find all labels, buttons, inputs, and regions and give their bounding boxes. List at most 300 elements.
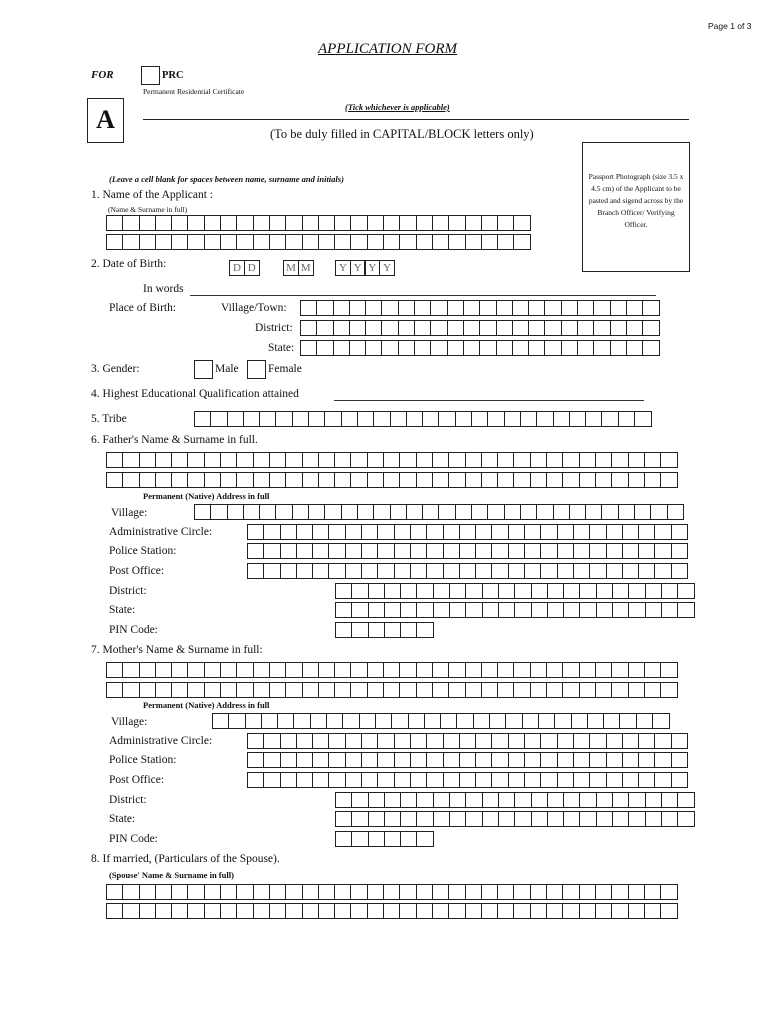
character-cell[interactable] (622, 733, 640, 749)
character-cell[interactable] (236, 884, 254, 900)
character-cell[interactable] (302, 903, 320, 919)
character-cell[interactable] (654, 772, 672, 788)
character-cell[interactable] (622, 772, 640, 788)
character-cell[interactable] (447, 320, 465, 336)
character-cell[interactable] (328, 733, 346, 749)
character-cell[interactable] (530, 472, 548, 488)
character-cell[interactable] (432, 682, 450, 698)
character-cell[interactable] (524, 772, 542, 788)
character-cell[interactable] (540, 733, 558, 749)
character-cell[interactable] (312, 733, 330, 749)
character-cell[interactable] (384, 831, 402, 847)
character-cell[interactable] (579, 472, 597, 488)
character-cell[interactable] (557, 524, 575, 540)
character-cell[interactable] (557, 752, 575, 768)
character-cell[interactable] (634, 411, 652, 427)
character-cell[interactable] (628, 452, 646, 468)
dob-year-1[interactable]: Y (335, 260, 351, 276)
character-cell[interactable] (122, 215, 140, 231)
character-cell[interactable] (236, 452, 254, 468)
mother-post-office-cells[interactable] (247, 772, 687, 788)
character-cell[interactable] (187, 215, 205, 231)
character-cell[interactable] (677, 792, 695, 808)
character-cell[interactable] (433, 792, 451, 808)
character-cell[interactable] (350, 903, 368, 919)
character-cell[interactable] (383, 215, 401, 231)
character-cell[interactable] (106, 682, 124, 698)
character-cell[interactable] (561, 300, 579, 316)
character-cell[interactable] (513, 234, 531, 250)
character-cell[interactable] (579, 452, 597, 468)
character-cell[interactable] (677, 583, 695, 599)
character-cell[interactable] (394, 543, 412, 559)
character-cell[interactable] (524, 563, 542, 579)
character-cell[interactable] (350, 662, 368, 678)
character-cell[interactable] (610, 300, 628, 316)
character-cell[interactable] (204, 662, 222, 678)
character-cell[interactable] (524, 752, 542, 768)
character-cell[interactable] (263, 733, 281, 749)
character-cell[interactable] (547, 602, 565, 618)
character-cell[interactable] (530, 903, 548, 919)
character-cell[interactable] (139, 903, 157, 919)
character-cell[interactable] (587, 713, 605, 729)
character-cell[interactable] (654, 733, 672, 749)
character-cell[interactable] (561, 320, 579, 336)
character-cell[interactable] (247, 772, 265, 788)
character-cell[interactable] (350, 234, 368, 250)
character-cell[interactable] (563, 602, 581, 618)
character-cell[interactable] (447, 340, 465, 356)
character-cell[interactable] (296, 772, 314, 788)
character-cell[interactable] (514, 602, 532, 618)
dob-in-words-line[interactable] (190, 295, 656, 296)
character-cell[interactable] (482, 792, 500, 808)
character-cell[interactable] (302, 884, 320, 900)
character-cell[interactable] (345, 772, 363, 788)
character-cell[interactable] (296, 543, 314, 559)
character-cell[interactable] (497, 234, 515, 250)
character-cell[interactable] (342, 713, 360, 729)
character-cell[interactable] (269, 472, 287, 488)
character-cell[interactable] (373, 504, 391, 520)
character-cell[interactable] (390, 411, 408, 427)
character-cell[interactable] (536, 411, 554, 427)
character-cell[interactable] (595, 452, 613, 468)
character-cell[interactable] (481, 682, 499, 698)
character-cell[interactable] (422, 504, 440, 520)
character-cell[interactable] (351, 602, 369, 618)
character-cell[interactable] (596, 792, 614, 808)
character-cell[interactable] (562, 903, 580, 919)
character-cell[interactable] (601, 411, 619, 427)
character-cell[interactable] (585, 504, 603, 520)
character-cell[interactable] (512, 340, 530, 356)
character-cell[interactable] (335, 622, 353, 638)
character-cell[interactable] (628, 583, 646, 599)
character-cell[interactable] (563, 811, 581, 827)
character-cell[interactable] (318, 682, 336, 698)
character-cell[interactable] (544, 340, 562, 356)
character-cell[interactable] (562, 452, 580, 468)
character-cell[interactable] (520, 411, 538, 427)
character-cell[interactable] (596, 811, 614, 827)
character-cell[interactable] (394, 524, 412, 540)
character-cell[interactable] (438, 411, 456, 427)
character-cell[interactable] (408, 713, 426, 729)
character-cell[interactable] (512, 320, 530, 336)
character-cell[interactable] (269, 903, 287, 919)
character-cell[interactable] (487, 411, 505, 427)
character-cell[interactable] (139, 682, 157, 698)
character-cell[interactable] (459, 772, 477, 788)
character-cell[interactable] (491, 733, 509, 749)
character-cell[interactable] (438, 504, 456, 520)
character-cell[interactable] (296, 524, 314, 540)
character-cell[interactable] (622, 524, 640, 540)
character-cell[interactable] (253, 215, 271, 231)
father-name-row-2[interactable] (106, 472, 676, 488)
character-cell[interactable] (638, 524, 656, 540)
character-cell[interactable] (573, 543, 591, 559)
character-cell[interactable] (333, 300, 351, 316)
character-cell[interactable] (335, 831, 353, 847)
character-cell[interactable] (626, 340, 644, 356)
character-cell[interactable] (644, 682, 662, 698)
character-cell[interactable] (611, 682, 629, 698)
character-cell[interactable] (350, 215, 368, 231)
character-cell[interactable] (475, 772, 493, 788)
character-cell[interactable] (433, 602, 451, 618)
character-cell[interactable] (210, 411, 228, 427)
character-cell[interactable] (247, 752, 265, 768)
character-cell[interactable] (416, 215, 434, 231)
character-cell[interactable] (475, 524, 493, 540)
character-cell[interactable] (497, 682, 515, 698)
character-cell[interactable] (443, 733, 461, 749)
character-cell[interactable] (654, 752, 672, 768)
character-cell[interactable] (302, 234, 320, 250)
character-cell[interactable] (269, 662, 287, 678)
character-cell[interactable] (204, 682, 222, 698)
character-cell[interactable] (650, 504, 668, 520)
character-cell[interactable] (328, 524, 346, 540)
character-cell[interactable] (383, 472, 401, 488)
character-cell[interactable] (227, 411, 245, 427)
character-cell[interactable] (328, 543, 346, 559)
character-cell[interactable] (384, 602, 402, 618)
character-cell[interactable] (361, 524, 379, 540)
character-cell[interactable] (243, 504, 261, 520)
character-cell[interactable] (489, 713, 507, 729)
character-cell[interactable] (263, 772, 281, 788)
character-cell[interactable] (497, 884, 515, 900)
character-cell[interactable] (540, 772, 558, 788)
character-cell[interactable] (375, 713, 393, 729)
character-cell[interactable] (479, 300, 497, 316)
character-cell[interactable] (122, 452, 140, 468)
character-cell[interactable] (513, 884, 531, 900)
character-cell[interactable] (463, 340, 481, 356)
character-cell[interactable] (475, 733, 493, 749)
character-cell[interactable] (481, 452, 499, 468)
character-cell[interactable] (253, 884, 271, 900)
character-cell[interactable] (459, 733, 477, 749)
character-cell[interactable] (642, 340, 660, 356)
character-cell[interactable] (400, 831, 418, 847)
character-cell[interactable] (628, 903, 646, 919)
character-cell[interactable] (449, 583, 467, 599)
character-cell[interactable] (491, 543, 509, 559)
character-cell[interactable] (285, 903, 303, 919)
character-cell[interactable] (351, 622, 369, 638)
character-cell[interactable] (612, 792, 630, 808)
character-cell[interactable] (400, 811, 418, 827)
character-cell[interactable] (351, 811, 369, 827)
character-cell[interactable] (528, 300, 546, 316)
character-cell[interactable] (432, 234, 450, 250)
character-cell[interactable] (589, 524, 607, 540)
character-cell[interactable] (606, 524, 624, 540)
character-cell[interactable] (377, 772, 395, 788)
character-cell[interactable] (538, 713, 556, 729)
character-cell[interactable] (504, 504, 522, 520)
character-cell[interactable] (443, 772, 461, 788)
character-cell[interactable] (410, 543, 428, 559)
character-cell[interactable] (654, 543, 672, 559)
character-cell[interactable] (269, 884, 287, 900)
dob-month-1[interactable]: M (283, 260, 299, 276)
character-cell[interactable] (644, 472, 662, 488)
character-cell[interactable] (562, 662, 580, 678)
character-cell[interactable] (459, 524, 477, 540)
character-cell[interactable] (367, 903, 385, 919)
character-cell[interactable] (416, 452, 434, 468)
character-cell[interactable] (471, 411, 489, 427)
character-cell[interactable] (368, 811, 386, 827)
applicant-name-row-1[interactable] (106, 215, 530, 231)
character-cell[interactable] (349, 340, 367, 356)
character-cell[interactable] (573, 772, 591, 788)
character-cell[interactable] (465, 472, 483, 488)
character-cell[interactable] (546, 884, 564, 900)
character-cell[interactable] (302, 662, 320, 678)
character-cell[interactable] (481, 215, 499, 231)
character-cell[interactable] (540, 752, 558, 768)
character-cell[interactable] (400, 622, 418, 638)
character-cell[interactable] (479, 320, 497, 336)
character-cell[interactable] (626, 300, 644, 316)
gender-male-checkbox[interactable] (194, 360, 213, 379)
character-cell[interactable] (391, 713, 409, 729)
character-cell[interactable] (390, 504, 408, 520)
character-cell[interactable] (433, 811, 451, 827)
character-cell[interactable] (324, 504, 342, 520)
character-cell[interactable] (312, 524, 330, 540)
character-cell[interactable] (595, 472, 613, 488)
character-cell[interactable] (459, 563, 477, 579)
character-cell[interactable] (365, 300, 383, 316)
character-cell[interactable] (410, 563, 428, 579)
character-cell[interactable] (410, 733, 428, 749)
character-cell[interactable] (171, 662, 189, 678)
character-cell[interactable] (579, 792, 597, 808)
character-cell[interactable] (318, 452, 336, 468)
character-cell[interactable] (220, 884, 238, 900)
character-cell[interactable] (482, 811, 500, 827)
character-cell[interactable] (349, 300, 367, 316)
character-cell[interactable] (253, 452, 271, 468)
character-cell[interactable] (247, 543, 265, 559)
character-cell[interactable] (628, 472, 646, 488)
character-cell[interactable] (430, 320, 448, 336)
character-cell[interactable] (384, 622, 402, 638)
character-cell[interactable] (416, 903, 434, 919)
character-cell[interactable] (399, 903, 417, 919)
character-cell[interactable] (432, 884, 450, 900)
character-cell[interactable] (414, 340, 432, 356)
character-cell[interactable] (512, 300, 530, 316)
character-cell[interactable] (496, 300, 514, 316)
character-cell[interactable] (416, 831, 434, 847)
character-cell[interactable] (579, 884, 597, 900)
character-cell[interactable] (638, 772, 656, 788)
character-cell[interactable] (563, 792, 581, 808)
character-cell[interactable] (498, 792, 516, 808)
character-cell[interactable] (524, 543, 542, 559)
character-cell[interactable] (416, 602, 434, 618)
character-cell[interactable] (611, 903, 629, 919)
character-cell[interactable] (671, 752, 689, 768)
character-cell[interactable] (394, 752, 412, 768)
character-cell[interactable] (341, 411, 359, 427)
character-cell[interactable] (644, 452, 662, 468)
character-cell[interactable] (671, 733, 689, 749)
character-cell[interactable] (416, 792, 434, 808)
mother-district-cells[interactable] (335, 792, 694, 808)
dob-year-3[interactable]: Y (364, 260, 380, 276)
character-cell[interactable] (524, 524, 542, 540)
character-cell[interactable] (302, 215, 320, 231)
character-cell[interactable] (430, 300, 448, 316)
character-cell[interactable] (547, 811, 565, 827)
character-cell[interactable] (626, 320, 644, 336)
character-cell[interactable] (465, 452, 483, 468)
character-cell[interactable] (513, 472, 531, 488)
character-cell[interactable] (122, 662, 140, 678)
character-cell[interactable] (171, 452, 189, 468)
character-cell[interactable] (531, 811, 549, 827)
character-cell[interactable] (611, 452, 629, 468)
character-cell[interactable] (573, 524, 591, 540)
character-cell[interactable] (367, 215, 385, 231)
character-cell[interactable] (227, 504, 245, 520)
character-cell[interactable] (300, 340, 318, 356)
character-cell[interactable] (513, 682, 531, 698)
character-cell[interactable] (479, 340, 497, 356)
character-cell[interactable] (667, 504, 685, 520)
character-cell[interactable] (540, 524, 558, 540)
character-cell[interactable] (652, 713, 670, 729)
character-cell[interactable] (426, 524, 444, 540)
character-cell[interactable] (345, 752, 363, 768)
character-cell[interactable] (612, 583, 630, 599)
character-cell[interactable] (300, 300, 318, 316)
character-cell[interactable] (481, 472, 499, 488)
character-cell[interactable] (606, 752, 624, 768)
character-cell[interactable] (557, 772, 575, 788)
character-cell[interactable] (416, 234, 434, 250)
character-cell[interactable] (660, 903, 678, 919)
character-cell[interactable] (318, 472, 336, 488)
character-cell[interactable] (638, 543, 656, 559)
character-cell[interactable] (546, 903, 564, 919)
character-cell[interactable] (368, 792, 386, 808)
character-cell[interactable] (384, 583, 402, 599)
spouse-name-row-2[interactable] (106, 903, 676, 919)
character-cell[interactable] (449, 792, 467, 808)
character-cell[interactable] (498, 602, 516, 618)
character-cell[interactable] (155, 215, 173, 231)
character-cell[interactable] (171, 682, 189, 698)
character-cell[interactable] (308, 411, 326, 427)
character-cell[interactable] (660, 884, 678, 900)
character-cell[interactable] (562, 472, 580, 488)
character-cell[interactable] (416, 662, 434, 678)
character-cell[interactable] (335, 811, 353, 827)
character-cell[interactable] (243, 411, 261, 427)
character-cell[interactable] (448, 215, 466, 231)
character-cell[interactable] (514, 811, 532, 827)
dob-day-2[interactable]: D (244, 260, 260, 276)
character-cell[interactable] (367, 662, 385, 678)
character-cell[interactable] (661, 583, 679, 599)
character-cell[interactable] (595, 903, 613, 919)
character-cell[interactable] (497, 215, 515, 231)
dob-year-2[interactable]: Y (350, 260, 366, 276)
character-cell[interactable] (448, 884, 466, 900)
character-cell[interactable] (465, 602, 483, 618)
character-cell[interactable] (459, 543, 477, 559)
character-cell[interactable] (296, 752, 314, 768)
character-cell[interactable] (106, 215, 124, 231)
character-cell[interactable] (448, 903, 466, 919)
character-cell[interactable] (596, 602, 614, 618)
character-cell[interactable] (465, 215, 483, 231)
character-cell[interactable] (381, 300, 399, 316)
character-cell[interactable] (473, 713, 491, 729)
character-cell[interactable] (341, 504, 359, 520)
character-cell[interactable] (475, 543, 493, 559)
character-cell[interactable] (139, 215, 157, 231)
character-cell[interactable] (410, 772, 428, 788)
character-cell[interactable] (654, 563, 672, 579)
character-cell[interactable] (398, 340, 416, 356)
character-cell[interactable] (377, 543, 395, 559)
character-cell[interactable] (261, 713, 279, 729)
character-cell[interactable] (422, 411, 440, 427)
character-cell[interactable] (634, 504, 652, 520)
character-cell[interactable] (400, 583, 418, 599)
character-cell[interactable] (361, 772, 379, 788)
character-cell[interactable] (579, 583, 597, 599)
character-cell[interactable] (508, 543, 526, 559)
character-cell[interactable] (424, 713, 442, 729)
character-cell[interactable] (139, 662, 157, 678)
character-cell[interactable] (361, 733, 379, 749)
character-cell[interactable] (497, 472, 515, 488)
character-cell[interactable] (530, 884, 548, 900)
